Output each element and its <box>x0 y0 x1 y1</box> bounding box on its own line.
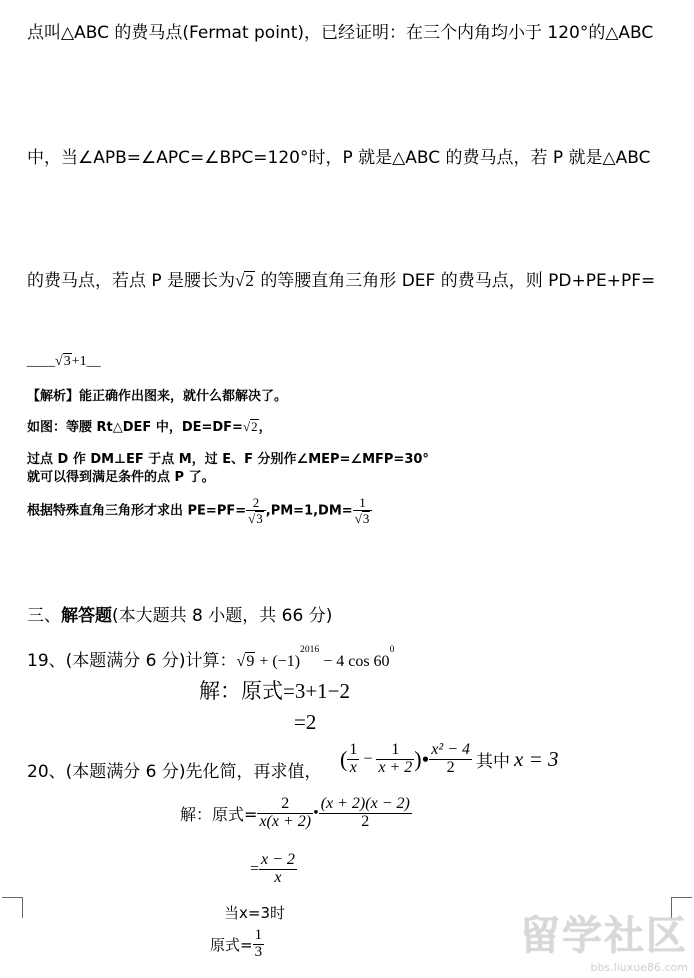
question-19-solution-line-2: =2 <box>294 710 317 734</box>
q20-tail: 其中 <box>476 751 510 772</box>
question-20-label: 20、(本题满分 6 分)先化简，再求值， <box>27 762 322 782</box>
fraction-pe-denominator: √3 <box>248 510 263 526</box>
analysis-line-4-mid: ,PM=1,DM= <box>265 503 353 519</box>
text-line-1: 点叫△ABC 的费马点(Fermat point)，已经证明：在三个内角均小于 120°的△ABC <box>27 23 654 43</box>
answer-sqrt: √3 <box>55 354 71 369</box>
text-line-3-end: 的等腰直角三角形 DEF 的费马点，则 PD+PE+PF= <box>260 271 656 291</box>
section-3-title: 解答题 <box>61 606 112 626</box>
question-19 <box>27 646 394 671</box>
q20-final-fraction: $\frac{1}{3}$ <box>254 927 263 960</box>
question-19-solution-line-1: 解：原式=3+1−2 <box>199 679 351 703</box>
fraction-dm-denominator: √3 <box>354 510 370 526</box>
answer-line <box>27 353 101 370</box>
fraction-dm-numerator: 1 <box>353 496 373 511</box>
fraction-pe-numerator: 2 <box>246 496 266 511</box>
analysis-line-4 <box>27 496 372 526</box>
answer-radicand: 3 <box>63 354 71 369</box>
section-3-heading <box>27 601 332 626</box>
section-3-prefix: 三、 <box>27 606 61 626</box>
question-20-solution-step-1: 解：原式= $\frac{2}{x(x + 2)}$ • $\frac{(x + 2)(x - 2)}{2}$ <box>180 795 410 830</box>
analysis-line-1-comma: ， <box>258 420 272 435</box>
answer-plus-one: +1 <box>71 354 87 369</box>
analysis-sqrt-2: √2 <box>242 419 258 434</box>
fraction-dm <box>353 496 373 526</box>
q20-solution-fraction-3: $\frac{x - 2}{x}$ <box>261 851 295 886</box>
question-20 <box>27 757 322 782</box>
analysis-line-2: 过点 D 作 DM⊥EF 于点 M，过 E、F 分别作∠MEP=∠MFP=30° <box>27 452 429 467</box>
analysis-line-4-text: 根据特殊直角三角形才求出 PE=PF= <box>27 503 247 519</box>
fraction-pe <box>246 496 266 526</box>
question-20-expression: ( $\frac{1}{x}$ − $\frac{1}{x + 2}$ )• $\frac{\text{x² − 4}}{2}$ 其中 x = 3 <box>340 741 559 776</box>
text-line-3-start: 的费马点，若点 P 是腰长为 <box>27 271 236 291</box>
sqrt-2-expression: √2 <box>235 271 254 290</box>
text-line-3 <box>27 266 655 291</box>
question-19-expression: $√9 + (-1)^{2016} - 4$ $\cos 60^0$ <box>236 644 395 670</box>
q20-solution-fraction-2: $\frac{(x + 2)(x - 2)}{2}$ <box>320 795 410 830</box>
answer-blank-left: ____ <box>27 354 55 369</box>
question-19-label: 19、(本题满分 6 分)计算： <box>27 651 237 671</box>
q20-condition: x = 3 <box>514 746 559 771</box>
q20-fraction-3: $\frac{\text{x² − 4}}{2}$ <box>431 741 470 776</box>
watermark <box>520 904 688 974</box>
q20-fraction-2: $\frac{1}{x + 2}$ <box>378 741 413 776</box>
analysis-header: 【解析】能正确作出图来，就什么都解决了。 <box>27 389 288 404</box>
question-20-when: 当x=3时 <box>224 904 285 922</box>
analysis-radicand: 2 <box>251 419 258 434</box>
watermark-logo-text: 留学社区 <box>520 913 688 959</box>
q20-fraction-1: $\frac{1}{x}$ <box>349 741 358 776</box>
text-line-2: 中，当∠APB=∠APC=∠BPC=120°时，P 就是△ABC 的费马点，若 P 就是△ABC <box>27 148 651 168</box>
analysis-line-1-text: 如图：等腰 Rt△DEF 中，DE=DF= <box>27 420 243 435</box>
analysis-line-3: 就可以得到满足条件的点 P 了。 <box>27 470 215 485</box>
page-corner-mark-left <box>2 897 23 918</box>
radicand: 2 <box>245 271 254 290</box>
q20-solution-fraction-1: $\frac{2}{x(x + 2)}$ <box>259 795 312 830</box>
watermark-url: bbs.liuxue86.com <box>590 961 688 974</box>
section-3-description: (本大题共 8 小题，共 66 分) <box>112 606 333 626</box>
analysis-line-1 <box>27 416 272 435</box>
answer-blank-right: __ <box>86 354 101 369</box>
question-20-final: 原式= $\frac{1}{3}$ <box>210 927 263 960</box>
sqrt-9: √9 <box>236 653 255 670</box>
question-20-solution-step-2: = $\frac{x - 2}{x}$ <box>250 851 295 886</box>
